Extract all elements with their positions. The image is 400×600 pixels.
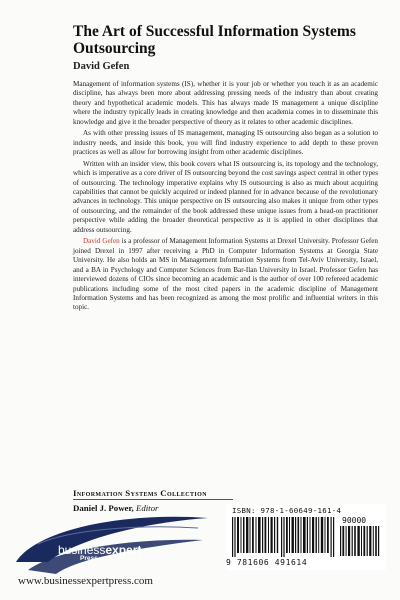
ean-digits: 9 781606 491614 — [226, 558, 308, 567]
isbn-text: ISBN: 978-1-60649-161-4 — [232, 506, 342, 515]
editor-role: Editor — [135, 503, 159, 513]
book-author: David Gefen — [73, 61, 130, 72]
description-block — [73, 80, 378, 315]
book-title: The Art of Successful Information Systems Outsourcing — [73, 23, 356, 57]
bio-text: is a professor of Management Information Systems at Drexel University. Professor Gefen joined Drexel in 1997 after receiving a PhD in Computer Information Systems at Georgia State University. He also holds an MS in Management Information Systems from Tel-Aviv University, Israel, and a BA in Psychology and Computer Sciences from Bar-Ilan University in Israel. Professor Gefen has interviewed dozens of CIOs since becoming an academic and is the author of over 100 refereed academic publications including some of the most cited papers in the academic discipline of Management Information Systems and has been recognized as among the most prolific and influential writers in this topic. — [73, 237, 378, 312]
description-paragraph-1: Management of information systems (IS), whether it is your job or whether you teach it as an academic discipline, has always been more about addressing pressing needs of the industry than about creating theory and hypothetical academic models. This has always made IS management a unique discipline where the industry typically leads in creating knowledge and then academia comes in to disseminate this knowledge and give it the broader perspective of theory as it relates to other academic disciplines. — [73, 80, 378, 126]
logo-word-bold: expert — [105, 543, 142, 557]
description-paragraph-2: As with other pressing issues of IS management, managing IS outsourcing also began as a solution to industry needs, and inside this book, you will find industry experience to add depth to these proven practices as well as allow for borrowing insight from other academic disciplines. — [73, 129, 378, 157]
logo-word-regular: business — [58, 543, 106, 557]
description-paragraph-3: Written with an insider view, this book covers what IS outsourcing is, its topology and the technology, which is imperative as a core driver of IS outsourcing beyond the cost savings aspect central in other types of outsourcing. The technology imperative explains why IS outsourcing is also as much about acquiring capabilities that cannot be quickly acquired or indeed planned for in advance because of the revolutionary advances in technology. This unique perspective on IS outsourcing also makes it unique from other types of outsourcing, and the remainder of the book addressed these unique issues from a head-on practitioner perspective while adding the broader theoretical perspective as it is applied in other disciplines that address outsourcing. — [73, 159, 378, 234]
publisher-logo — [58, 541, 141, 559]
editor-name: Daniel J. Power, — [73, 503, 134, 513]
publisher-website: www.businessexpertpress.com — [18, 575, 153, 587]
price-barcode — [340, 526, 380, 556]
bio-author-name: David Gefen — [83, 237, 120, 246]
ean-barcode — [232, 517, 336, 557]
collection-name: Information Systems Collection — [73, 488, 207, 498]
logo-subtitle: Press — [80, 555, 98, 562]
price-code-text: 90000 — [342, 516, 367, 525]
author-bio — [73, 237, 378, 313]
